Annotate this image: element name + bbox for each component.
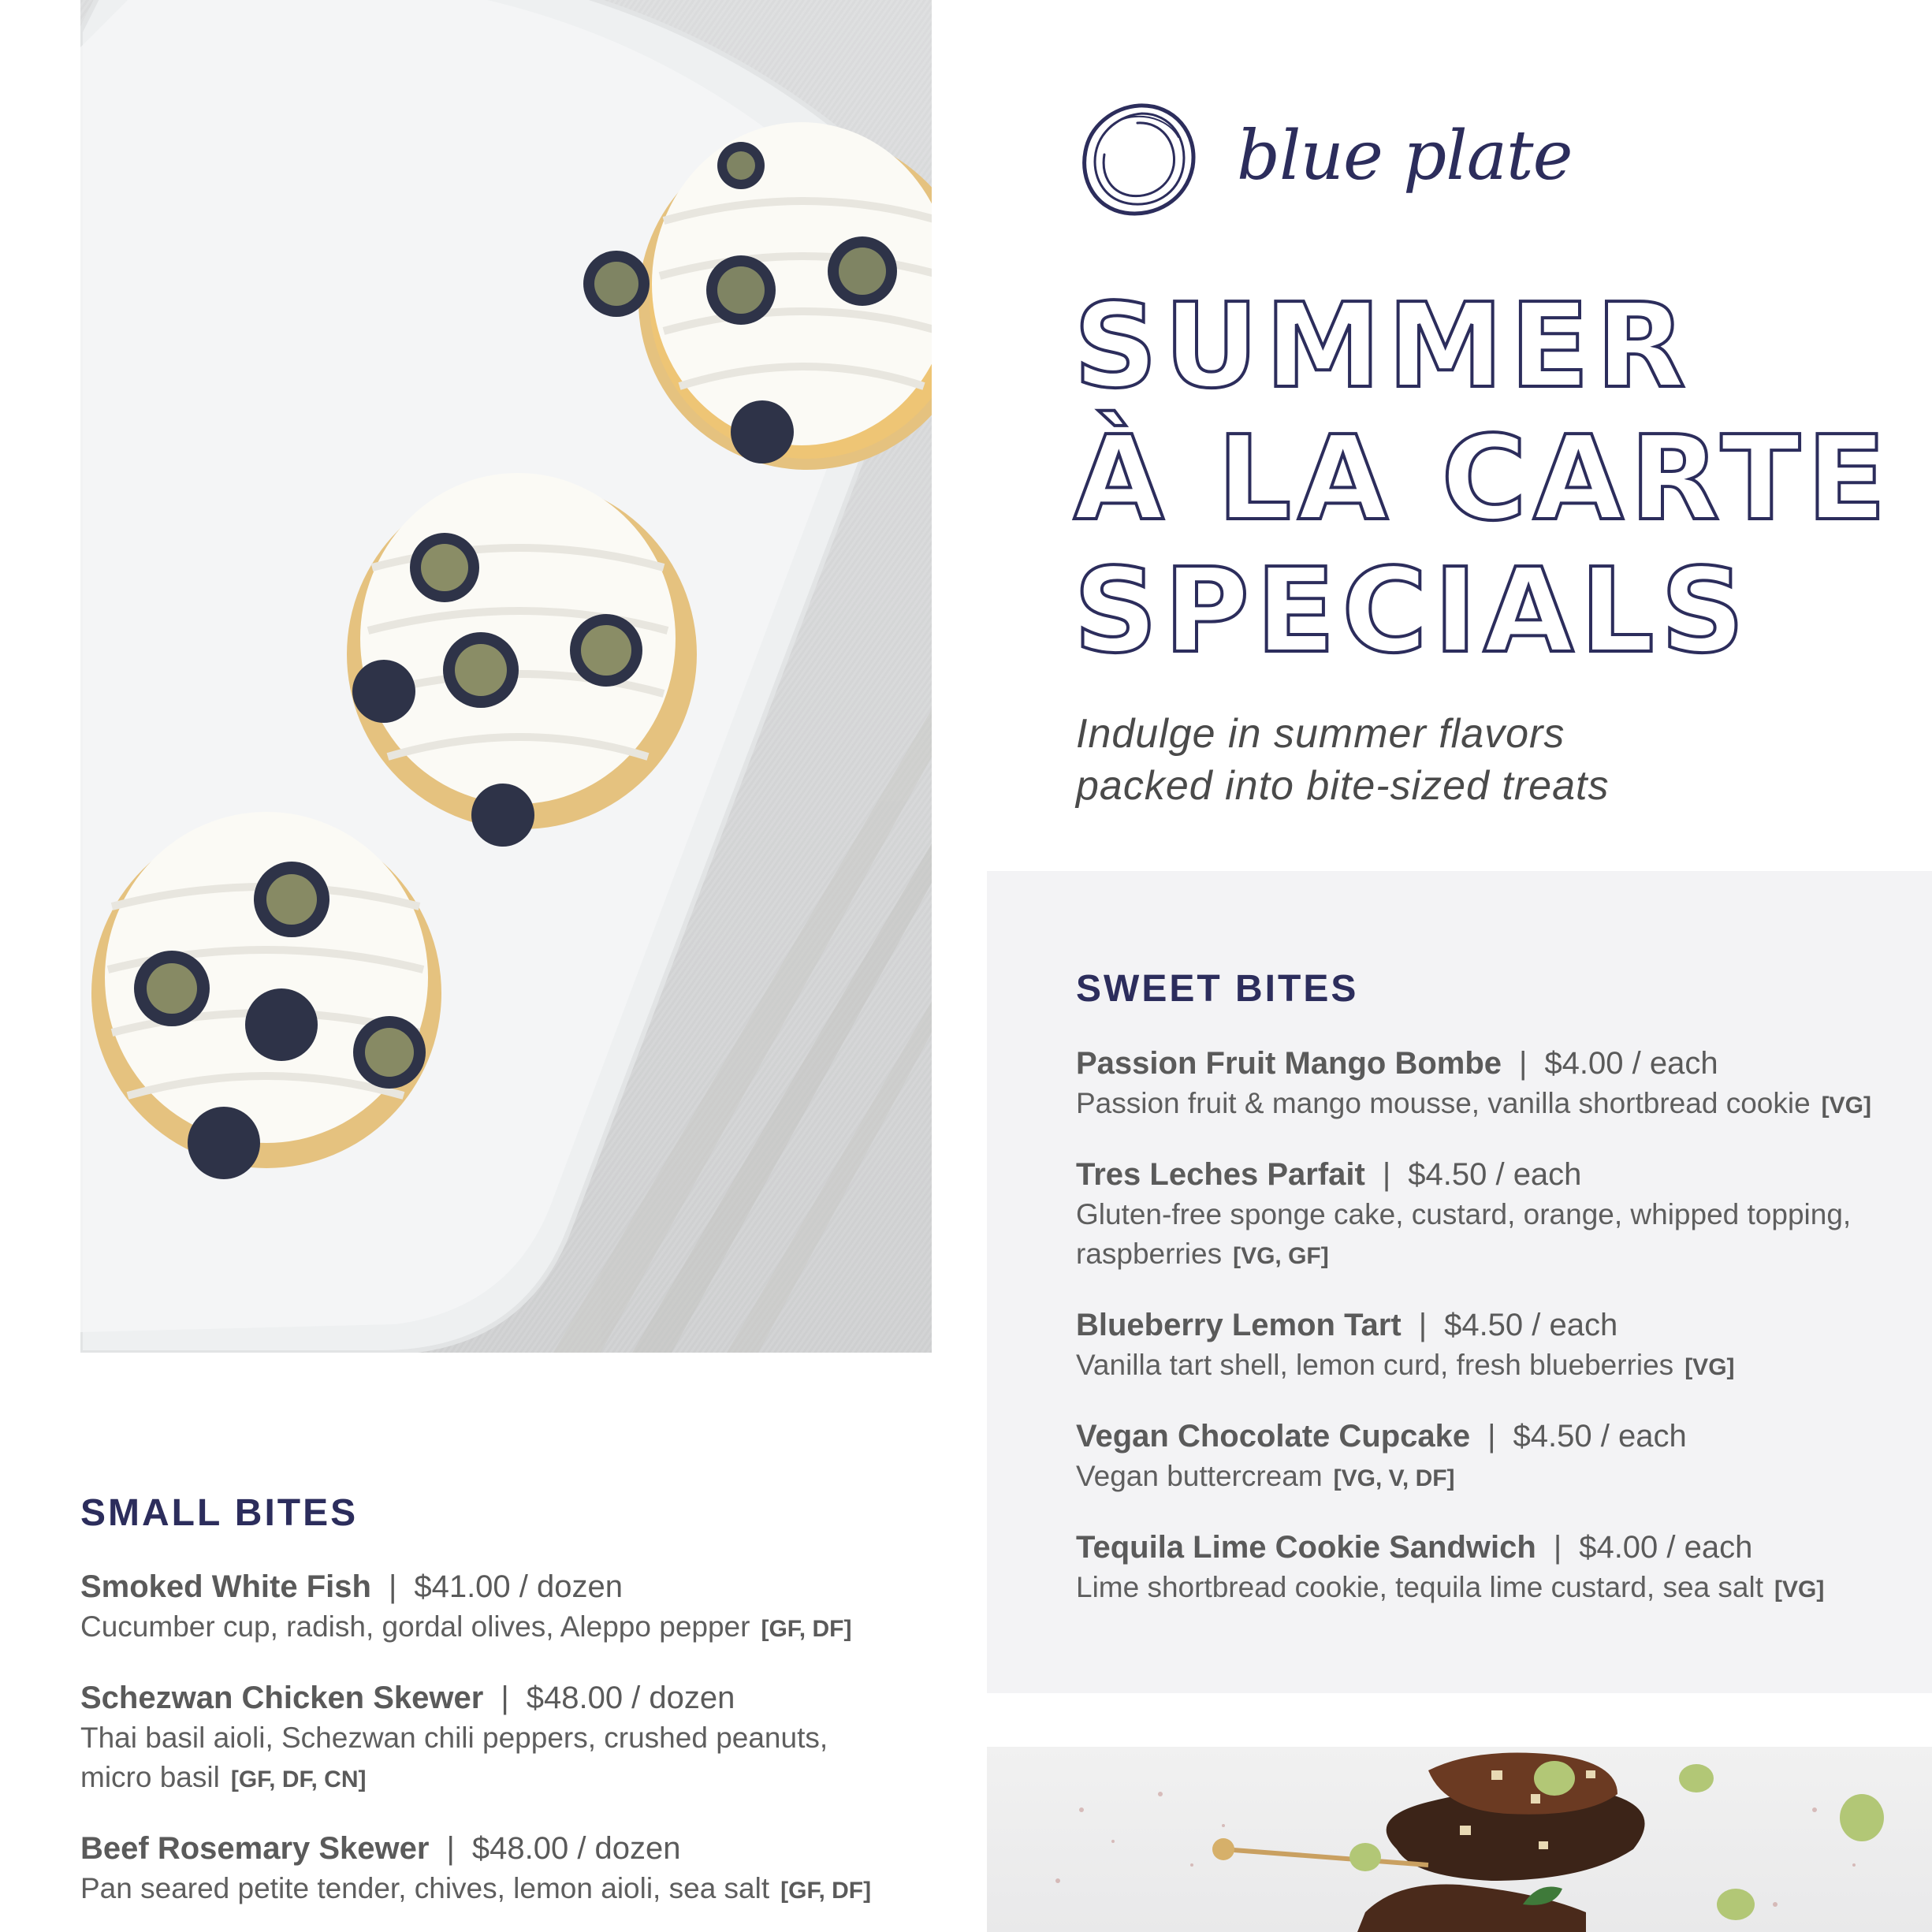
blueberry-tarts-photo	[80, 0, 932, 1353]
separator: |	[1418, 1308, 1428, 1342]
separator: |	[1382, 1157, 1391, 1192]
page-title	[1074, 280, 1893, 677]
item-name: Vegan Chocolate Cupcake	[1076, 1419, 1471, 1454]
item-description: raspberries	[1076, 1238, 1223, 1270]
menu-item	[1076, 1043, 1912, 1126]
item-name: Tres Leches Parfait	[1076, 1157, 1365, 1192]
item-name: Smoked White Fish	[80, 1569, 371, 1604]
dietary-tags: [VG, GF]	[1233, 1243, 1329, 1269]
item-description: Gluten-free sponge cake, custard, orange, whipped topping,	[1076, 1198, 1852, 1230]
separator: |	[1553, 1530, 1562, 1565]
item-description: micro basil	[80, 1761, 220, 1793]
separator: |	[1487, 1419, 1496, 1454]
item-description: Cucumber cup, radish, gordal olives, Aleppo pepper	[80, 1610, 750, 1643]
ring-logo-icon	[1076, 98, 1202, 224]
sweet-bites-panel	[987, 871, 1932, 1693]
brand-name: blue plate	[1237, 117, 1573, 195]
item-name: Beef Rosemary Skewer	[80, 1831, 430, 1866]
menu-item	[1076, 1154, 1912, 1276]
tagline-line: Indulge in summer flavors	[1076, 711, 1565, 757]
menu-item	[1076, 1416, 1912, 1498]
dietary-tags: [GF, DF, CN]	[230, 1766, 367, 1792]
menu-item	[80, 1566, 947, 1649]
menu-item	[80, 1677, 947, 1800]
separator: |	[1519, 1046, 1528, 1081]
item-name: Passion Fruit Mango Bombe	[1076, 1046, 1502, 1081]
separator: |	[446, 1831, 455, 1866]
item-description: Passion fruit & mango mousse, vanilla shortbread cookie	[1076, 1087, 1811, 1119]
separator: |	[388, 1569, 397, 1604]
dietary-tags: [VG]	[1821, 1093, 1871, 1119]
small-bites-heading: SMALL BITES	[80, 1492, 359, 1534]
item-price: $4.50 / each	[1513, 1419, 1687, 1454]
item-description: Lime shortbread cookie, tequila lime custard, sea salt	[1076, 1571, 1763, 1603]
menu-item	[1076, 1305, 1912, 1387]
item-price: $4.50 / each	[1444, 1308, 1618, 1342]
item-description: Vanilla tart shell, lemon curd, fresh blueberries	[1076, 1349, 1674, 1381]
item-description: Vegan buttercream	[1076, 1460, 1323, 1492]
separator: |	[501, 1681, 509, 1715]
title-line: SUMMER	[1074, 278, 1692, 414]
sweet-bites-list	[1076, 1043, 1912, 1638]
dietary-tags: [VG]	[1684, 1354, 1735, 1380]
tagline-line: packed into bite-sized treats	[1076, 763, 1610, 809]
title-line: SPECIALS	[1074, 543, 1751, 679]
item-price: $48.00 / dozen	[526, 1681, 735, 1715]
item-price: $4.00 / each	[1544, 1046, 1718, 1081]
title-line: À LA CARTE	[1074, 411, 1893, 546]
item-name: Schezwan Chicken Skewer	[80, 1681, 484, 1715]
small-bites-list	[80, 1566, 947, 1932]
item-name: Tequila Lime Cookie Sandwich	[1076, 1530, 1536, 1565]
item-name: Blueberry Lemon Tart	[1076, 1308, 1402, 1342]
dietary-tags: [GF, DF]	[761, 1616, 852, 1642]
item-price: $48.00 / dozen	[471, 1831, 681, 1866]
sweet-bites-heading: SWEET BITES	[1076, 968, 1359, 1010]
item-description: Pan seared petite tender, chives, lemon aioli, sea salt	[80, 1872, 770, 1904]
brand	[1076, 98, 1572, 224]
dietary-tags: [VG, V, DF]	[1333, 1465, 1455, 1491]
item-price: $4.50 / each	[1408, 1157, 1582, 1192]
item-price: $41.00 / dozen	[414, 1569, 623, 1604]
dietary-tags: [GF, DF]	[780, 1878, 872, 1904]
menu-item	[80, 1828, 947, 1911]
dietary-tags: [VG]	[1774, 1576, 1825, 1603]
skewer-photo	[987, 1747, 1932, 1932]
item-description: Thai basil aioli, Schezwan chili peppers, crushed peanuts,	[80, 1722, 828, 1754]
tagline	[1076, 708, 1609, 812]
item-price: $4.00 / each	[1579, 1530, 1753, 1565]
menu-item	[1076, 1527, 1912, 1610]
